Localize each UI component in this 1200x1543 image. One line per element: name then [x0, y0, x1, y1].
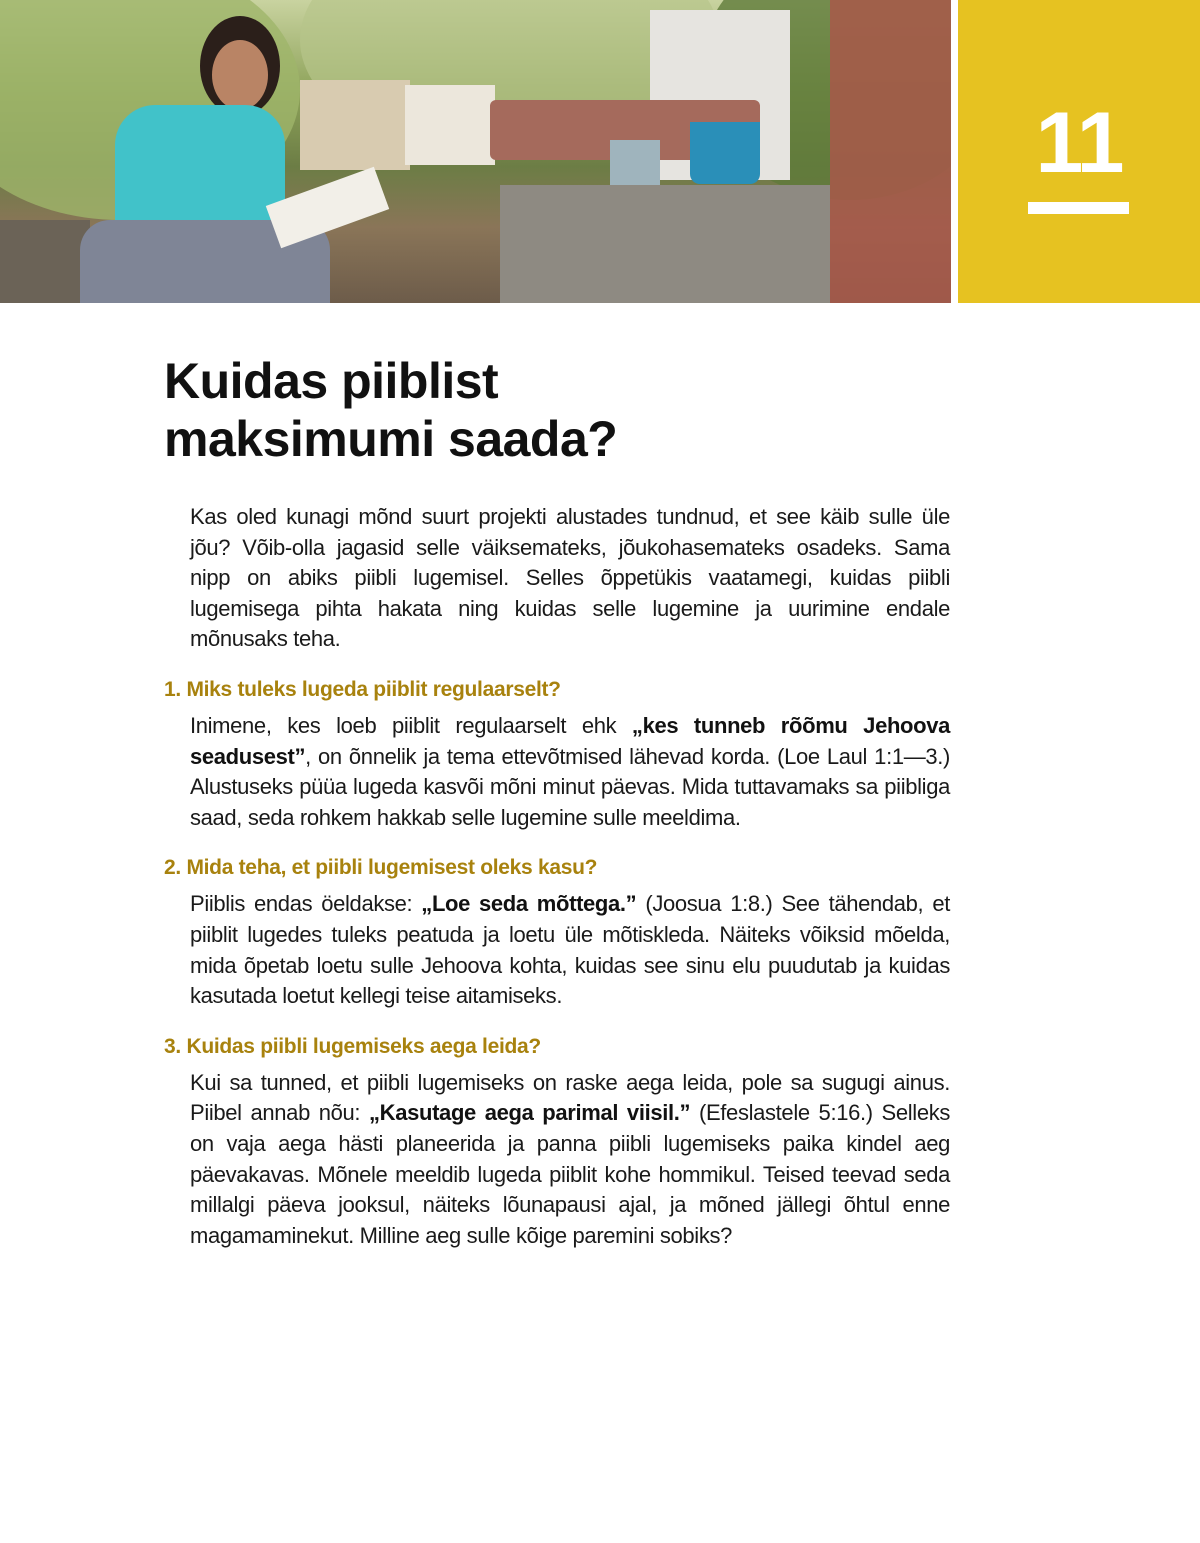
lesson-number-badge — [958, 0, 1200, 303]
section-heading-1: 1. Miks tuleks lugeda piiblit regulaarselt? — [164, 677, 561, 701]
intro-paragraph: Kas oled kunagi mõnd suurt projekti alustades tundnud, et see käib sulle üle jõu? Võib-olla jagasid selle väiksemateks, jõukohasemateks osadeks. Sama nipp on abiks piibli lugemisel. Selles õppetükis vaatamegi, kuidas piibli lugemisega pihta hakata ning kuidas selle lugemine ja uurimine endale mõnusaks teha. — [190, 504, 950, 652]
scripture-quote: „Kasutage aega parimal viisil.” — [369, 1100, 691, 1126]
title-line-2: maksimumi saada? — [164, 411, 618, 467]
page-title — [164, 352, 617, 468]
text: Inimene, kes loeb piiblit regulaarselt ehk — [190, 712, 632, 738]
header-photo-woman-reading-bible — [0, 0, 951, 303]
section-heading-3: 3. Kuidas piibli lugemiseks aega leida? — [164, 1034, 541, 1058]
lesson-number-underline — [1028, 202, 1129, 214]
scripture-quote: „Loe seda mõttega.” — [421, 891, 637, 917]
scripture-quote: „kes tunneb rõõmu Jehoova seadusest” — [190, 712, 950, 769]
text: Kui sa tunned, et piibli lugemiseks on raske aega leida, pole sa sugugi ainus. Piibel annab nõu: — [190, 1069, 950, 1126]
text: (Joosua 1:8.) See tähendab, et piiblit lugedes tuleks peatuda ja loetu üle mõtiskleda. Näiteks võiksid mõelda, mida õpetab loetu sulle Jehoova kohta, kuidas see sinu elu puudutab ja kuidas kasutada loetut kellegi teise aitamiseks. — [190, 891, 950, 1009]
text: (Efeslastele 5:16.) Selleks on vaja aega hästi planeerida ja panna piibli lugemiseks paika kindel aeg päevakavas. Mõnele meeldib lugeda piiblit kohe hommikul. Teised teevad seda millalgi päeva jooksul, näiteks lõunapausi ajal, ja mõned jällegi õhtul enne magamaminekut. Milline aeg sulle kõige paremini sobiks? — [190, 1100, 951, 1248]
text: Piiblis endas öeldakse: — [190, 891, 422, 917]
lesson-content — [164, 502, 950, 1251]
text: , on õnnelik ja tema ettevõtmised lähevad korda. (Loe Laul 1:1—3.) Alustuseks püüa lugeda kasvõi mõni minut päevas. Mida tuttavamaks sa piibliga saad, seda rohkem hakkab selle lugemine sulle meeldima. — [190, 743, 950, 830]
title-line-1: Kuidas piiblist — [164, 353, 499, 409]
section-paragraph-2 — [190, 889, 950, 1011]
lesson-number: 11 — [1035, 95, 1123, 191]
section-heading-2: 2. Mida teha, et piibli lugemisest oleks kasu? — [164, 856, 598, 880]
section-paragraph-3 — [190, 1068, 950, 1252]
section-paragraph-1 — [190, 711, 950, 833]
